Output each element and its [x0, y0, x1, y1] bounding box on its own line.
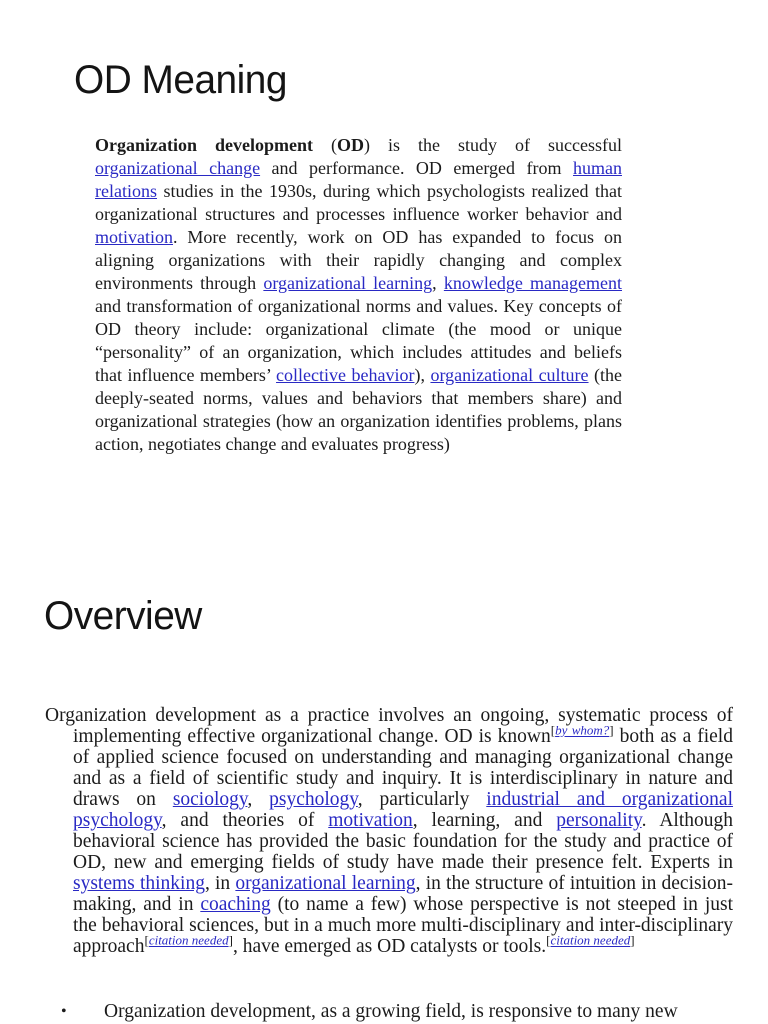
text-segment: Organization development	[95, 135, 313, 155]
text-segment: ) is the study of successful	[364, 135, 622, 155]
inline-link[interactable]: coaching	[200, 894, 271, 915]
inline-link[interactable]: industrial and organizational psychology	[73, 789, 734, 831]
citation-link[interactable]: citation needed	[550, 932, 631, 948]
inline-link[interactable]: psychology	[269, 789, 358, 810]
inline-link[interactable]: systems thinking	[73, 873, 205, 894]
inline-link[interactable]: collective behavior	[276, 365, 415, 385]
list-item	[61, 1001, 678, 1023]
text-segment: (the deeply-seated norms, values and behaviors that members share) and organizational strategies (how an organization identifies problems, plans action, negotiates change and evaluates progress)	[95, 365, 623, 454]
inline-link[interactable]: organizational culture	[430, 365, 589, 385]
inline-link[interactable]: human relations	[95, 158, 622, 201]
citation-link[interactable]: by whom?	[555, 722, 610, 738]
text-segment: . Although behavioral science has provided the basic foundation for the study and practice of OD, new and emerging fields of study have made their presence felt. Experts in	[73, 810, 733, 873]
text-segment: OD	[337, 135, 364, 155]
text-segment: [	[546, 932, 551, 948]
text-segment: both as a field of applied science focused on understanding and managing organizational change and as a field of scientific study and inquiry. It is interdisciplinary in nature and draws on	[73, 726, 733, 810]
lead-paragraph	[95, 134, 622, 456]
citation-link[interactable]: citation needed	[148, 932, 229, 948]
inline-link[interactable]: organizational learning	[263, 273, 433, 293]
text-segment: , particularly	[357, 789, 487, 810]
text-segment: ]	[228, 932, 233, 948]
overview-paragraph	[45, 705, 733, 957]
text-segment: ,	[432, 273, 444, 293]
inline-link[interactable]: motivation	[328, 810, 413, 831]
inline-link[interactable]: knowledge management	[443, 273, 622, 293]
text-segment: studies in the 1930s, during which psychologists realized that organizational structures and processes influence worker behavior and	[95, 181, 622, 224]
text-segment: [	[144, 932, 149, 948]
text-segment: [	[550, 722, 556, 738]
text-segment: , have emerged as OD catalysts or tools.	[232, 936, 547, 957]
text-segment: , in the structure of intuition in decision-making, and in	[73, 873, 733, 915]
page-title: OD Meaning	[74, 58, 287, 102]
text-segment: , in	[204, 873, 236, 894]
text-segment: , and theories of	[161, 810, 329, 831]
text-segment: ),	[414, 365, 431, 385]
text-segment: and performance. OD emerged from	[260, 158, 573, 178]
text-segment: ]	[630, 932, 635, 948]
text-segment: . More recently, work on OD has expanded to focus on aligning organizations with their rapidly changing and complex environments through	[95, 227, 622, 293]
text-segment: Organization development as a practice involves an ongoing, systematic process of implementing effective organizational change. OD is known	[45, 705, 733, 747]
inline-link[interactable]: sociology	[172, 789, 248, 810]
inline-link[interactable]: organizational change	[95, 158, 261, 178]
text-segment: (	[313, 135, 337, 155]
text-segment: ,	[247, 789, 270, 810]
text-segment: (to name a few) whose perspective is not steeped in just the behavioral sciences, but in a much more multi-disciplinary and inter-disciplinary approach	[73, 894, 733, 957]
overview-heading: Overview	[44, 594, 202, 638]
text-segment: and transformation of organizational norms and values. Key concepts of OD theory include: organizational climate (the mood or unique “personality” of an organization, which includes attitudes and beliefs that influence members’	[95, 296, 622, 385]
text-segment: ]	[609, 722, 614, 738]
bullet-marker: •	[61, 1003, 67, 1020]
list-item-text	[104, 1001, 678, 1023]
text-segment: , learning, and	[412, 810, 557, 831]
inline-link[interactable]: organizational learning	[235, 873, 416, 894]
inline-link[interactable]: motivation	[95, 227, 173, 247]
text-segment: Organization development, as a growing field, is responsive to many new	[104, 1001, 678, 1022]
inline-link[interactable]: personality	[556, 810, 642, 831]
